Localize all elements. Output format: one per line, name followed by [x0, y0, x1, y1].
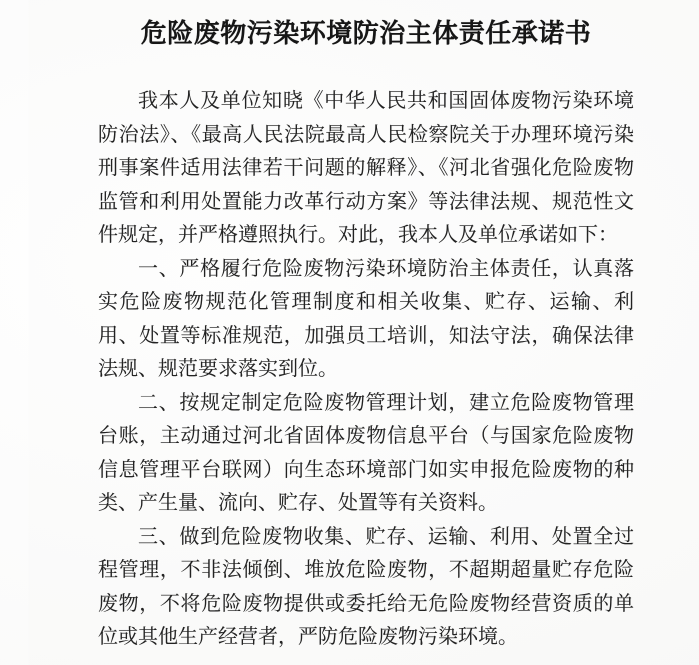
- document-title: 危险废物污染环境防治主体责任承诺书: [140, 19, 592, 48]
- paragraph-intro: 我本人及单位知晓《中华人民共和国固体废物污染环境防治法》、《最高人民法院最高人民检察院关于办理环境污染刑事案件适用法律若干问题的解释》、《河北省强化危险废物监管和利用处置能力改革行动方案》等法律法规、规范性文件规定，并严格遵照执行。对此，我本人及单位承诺如下：: [98, 90, 634, 246]
- paragraph-commitment-1: 一、严格履行危险废物污染环境防治主体责任，认真落实危险废物规范化管理制度和相关收集、贮存、运输、利用、处置等标准规范，加强员工培训，知法守法，确保法律法规、规范要求落实到位。: [98, 257, 634, 380]
- paragraph-commitment-3: 三、做到危险废物收集、贮存、运输、利用、处置全过程管理，不非法倾倒、堆放危险废物，不超期超量贮存危险废物，不将危险废物提供或委托给无危险废物经营资质的单位或其他生产经营者，严防危险废物污染环境。: [98, 525, 634, 648]
- paragraph-commitment-2: 二、按规定制定危险废物管理计划，建立危险废物管理台账，主动通过河北省固体废物信息平台（与国家危险废物信息管理平台联网）向生态环境部门如实申报危险废物的种类、产生量、流向、贮存、处置等有关资料。: [98, 391, 634, 514]
- document-body: [98, 85, 634, 655]
